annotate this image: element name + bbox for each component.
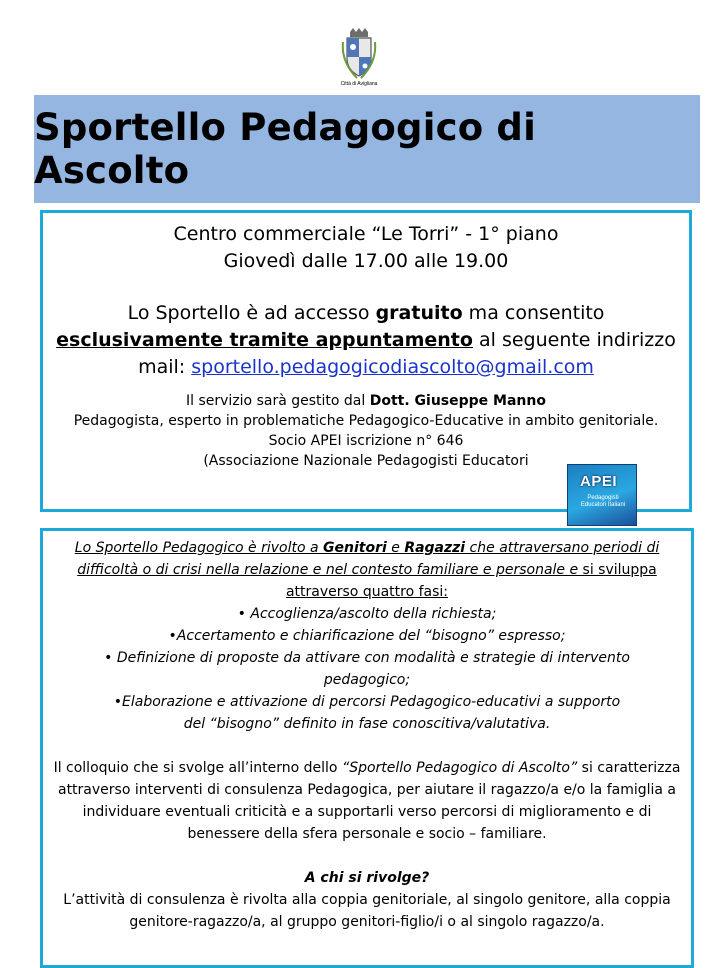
access-free: gratuito <box>375 302 463 324</box>
role-line: Pedagogista, esperto in problematiche Pedagogico-Educative in ambito genitoriale. <box>73 413 659 429</box>
title-band <box>34 95 700 203</box>
answer-paragraph: L’attività di consulenza è rivolta alla coppia genitoriale, al singolo genitore, alla coppia genitore-ragazzo/a, al gruppo genitori-figlio/i o al singolo ragazzo/a. <box>63 892 671 930</box>
coat-of-arms-icon <box>341 28 377 80</box>
description-box <box>40 528 694 968</box>
access-exclusive: esclusivamente tramite appuntamento <box>56 329 473 351</box>
colloquio-name: “Sportello Pedagogico di Ascolto” <box>341 760 578 776</box>
apei-logo-subtext: Pedagogisti Educatori Italiani <box>580 495 626 508</box>
intro-phases-lead: si sviluppa attraverso quattro fasi: <box>285 562 657 600</box>
membership-line: Socio APEI iscrizione n° 646 <box>268 433 464 449</box>
mail-link[interactable]: sportello.pedagogicodiascolto@gmail.com <box>191 356 594 378</box>
intro-genitori: Genitori <box>323 540 387 556</box>
schedule-line: Giovedì dalle 17.00 alle 19.00 <box>223 250 509 272</box>
apei-logo <box>567 464 637 526</box>
info-box <box>40 210 692 512</box>
page-title: Sportello Pedagogico di Ascolto <box>34 106 536 192</box>
location-line: Centro commerciale “Le Torri” - 1° piano <box>173 223 559 245</box>
phase-item: • Accoglienza/ascolto della richiesta; <box>237 606 497 622</box>
intro-paragraph: Lo Sportello Pedagogico è rivolto a Genitori e Ragazzi che attraversano periodi di difficoltà o di crisi nella relazione e nel contesto familiare e personale e si sviluppa attraverso quattro fasi: <box>74 540 660 600</box>
phase-item: •Elaborazione e attivazione di percorsi Pedagogico-educativi a supporto del “bisogno” definito in fase conoscitiva/valutativa. <box>113 694 621 732</box>
service-line: Il servizio sarà gestito dal Dott. Giuseppe Manno <box>186 393 546 409</box>
service-name: Dott. Giuseppe Manno <box>369 393 546 409</box>
question-heading: A chi si rivolge? <box>304 870 430 886</box>
apei-logo-text: APEI <box>580 473 618 490</box>
access-line: Lo Sportello è ad accesso gratuito ma consentito <box>127 302 605 324</box>
phase-item: • Definizione di proposte da attivare con modalità e strategie di intervento pedagogico; <box>104 650 630 688</box>
crest-caption: Città di Avigliana <box>340 81 378 87</box>
appointment-line: esclusivamente tramite appuntamento al seguente indirizzo <box>56 329 676 351</box>
intro-ragazzi: Ragazzi <box>404 540 466 556</box>
mail-line: mail: sportello.pedagogicodiascolto@gmail.com <box>138 356 594 378</box>
city-crest <box>336 28 382 92</box>
phase-item: •Accertamento e chiarificazione del “bisogno” espresso; <box>168 628 566 644</box>
association-line: (Associazione Nazionale Pedagogisti Educatori <box>203 453 529 469</box>
colloquio-paragraph: Il colloquio che si svolge all’interno dello “Sportello Pedagogico di Ascolto” si caratterizza attraverso interventi di consulenza Pedagogica, per aiutare il ragazzo/a e/o la famiglia a individuare eventuali criticità e a supportarli verso percorsi di miglioramento e di benessere della sfera personale e socio – familiare. <box>53 760 681 842</box>
